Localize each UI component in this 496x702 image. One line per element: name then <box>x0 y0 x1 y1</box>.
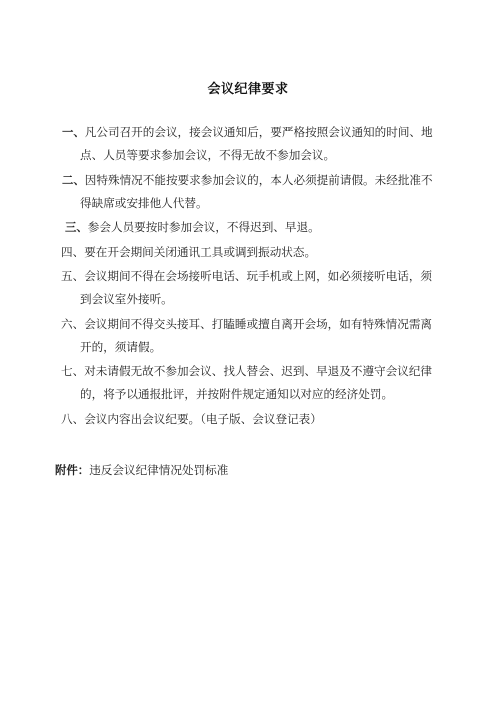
item-text: 要在开会期间关闭通讯工具或调到振动状态。 <box>84 244 317 259</box>
list-item <box>0 216 496 239</box>
list-item <box>0 360 496 406</box>
item-text: 会议期间不得在会场接听电话、玩手机或上网，如必须接听电话，须 <box>84 269 433 283</box>
item-number: 三、 <box>65 220 88 234</box>
item-text: 对未请假无故不参加会议、找人替会、迟到、早退及不遵守会议纪律 <box>84 364 433 378</box>
list-item <box>0 265 496 311</box>
item-number: 六、 <box>61 316 85 331</box>
item-text: 会议期间不得交头接耳、打瞌睡或擅自离开会场，如有特殊情况需离 <box>84 316 433 331</box>
attachment-label: 附件： <box>55 463 90 477</box>
item-text: 因特殊情况不能按要求参加会议的，本人必须提前请假。未经批准不 <box>84 172 433 187</box>
list-item <box>0 241 496 264</box>
item-number: 五、 <box>61 269 85 283</box>
item-text-continued: 得缺席或安排他人代替。 <box>80 195 208 210</box>
item-number: 八、 <box>61 411 85 426</box>
item-number: 一、 <box>62 125 85 139</box>
item-text-continued: 点、人员等要求参加会议，不得无故不参加会议。 <box>80 148 336 162</box>
item-text-continued: 的，将予以通报批评，并按附件规定通知以对应的经济处罚。 <box>80 387 394 401</box>
item-text-continued: 开的，须请假。 <box>80 339 162 354</box>
attachment-text: 违反会议纪律情况处罚标准 <box>89 463 229 477</box>
list-item <box>0 408 496 431</box>
attachment-note <box>55 459 228 481</box>
item-number: 七、 <box>61 364 85 378</box>
item-number: 二、 <box>62 172 85 187</box>
list-item <box>0 169 496 215</box>
item-number: 四、 <box>61 244 85 259</box>
item-text: 会议内容出会议纪要。（电子版、会议登记表） <box>84 411 322 426</box>
item-text-continued: 到会议室外接听。 <box>80 292 173 306</box>
item-text: 参会人员要按时参加会议，不得迟到、早退。 <box>87 220 320 234</box>
discipline-list <box>0 121 496 432</box>
list-item <box>0 121 496 167</box>
list-item <box>0 313 496 359</box>
item-text: 凡公司召开的会议，接会议通知后，要严格按照会议通知的时间、地 <box>84 125 433 139</box>
page-title: 会议纪律要求 <box>207 82 289 97</box>
